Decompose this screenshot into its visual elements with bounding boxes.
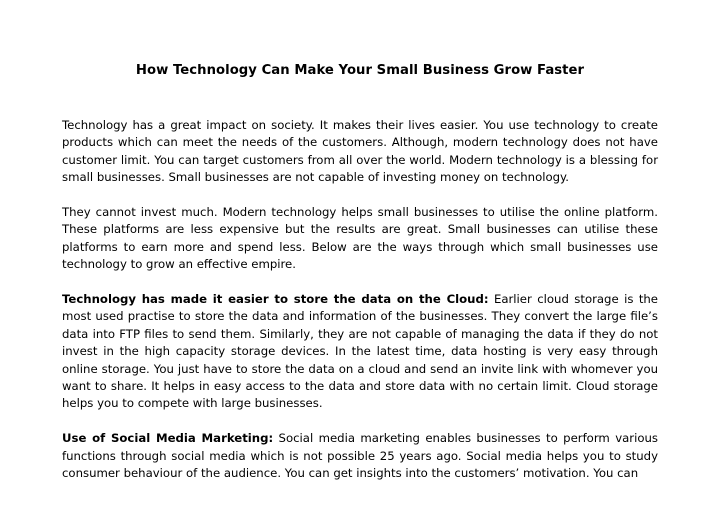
document-title: How Technology Can Make Your Small Business Grow Faster (135, 63, 585, 78)
paragraph-text: They cannot invest much. Modern technology helps small businesses to utilise the online platform. These platforms are less expensive but the results are great. Small businesses can utilise these platforms to earn more and spend less. Below are the ways through which small businesses use technology to grow an effective empire. (62, 205, 658, 272)
paragraph-heading: Use of Social Media Marketing: (62, 431, 274, 446)
paragraph-platforms (62, 204, 658, 274)
document-body (62, 117, 658, 500)
paragraph-heading: Technology has made it easier to store the data on the Cloud: (62, 292, 489, 307)
paragraph-text: Technology has a great impact on society. It makes their lives easier. You use technology to create products which can meet the needs of the customers. Although, modern technology does not have customer limit. You can target customers from all over the world. Modern technology is a blessing for small businesses. Small businesses are not capable of investing money on technology. (62, 118, 658, 185)
paragraph-social-media (62, 430, 658, 482)
paragraph-intro (62, 117, 658, 187)
paragraph-cloud-storage (62, 291, 658, 413)
paragraph-text: Social media marketing enables businesses to perform various functions through social media which is not possible 25 years ago. Social media helps you to study consumer behaviour of the audience. You can get insights into the customers’ motivation. You can (62, 431, 658, 481)
paragraph-text: Earlier cloud storage is the most used practise to store the data and information of the businesses. They convert the large file’s data into FTP files to send them. Similarly, they are not capable of managing the data if they do not invest in the high capacity storage devices. In the latest time, data hosting is very easy through online storage. You just have to store the data on a cloud and send an invite link with whomever you want to share. It helps in easy access to the data and store data with no certain limit. Cloud storage helps you to compete with large businesses. (62, 292, 659, 411)
